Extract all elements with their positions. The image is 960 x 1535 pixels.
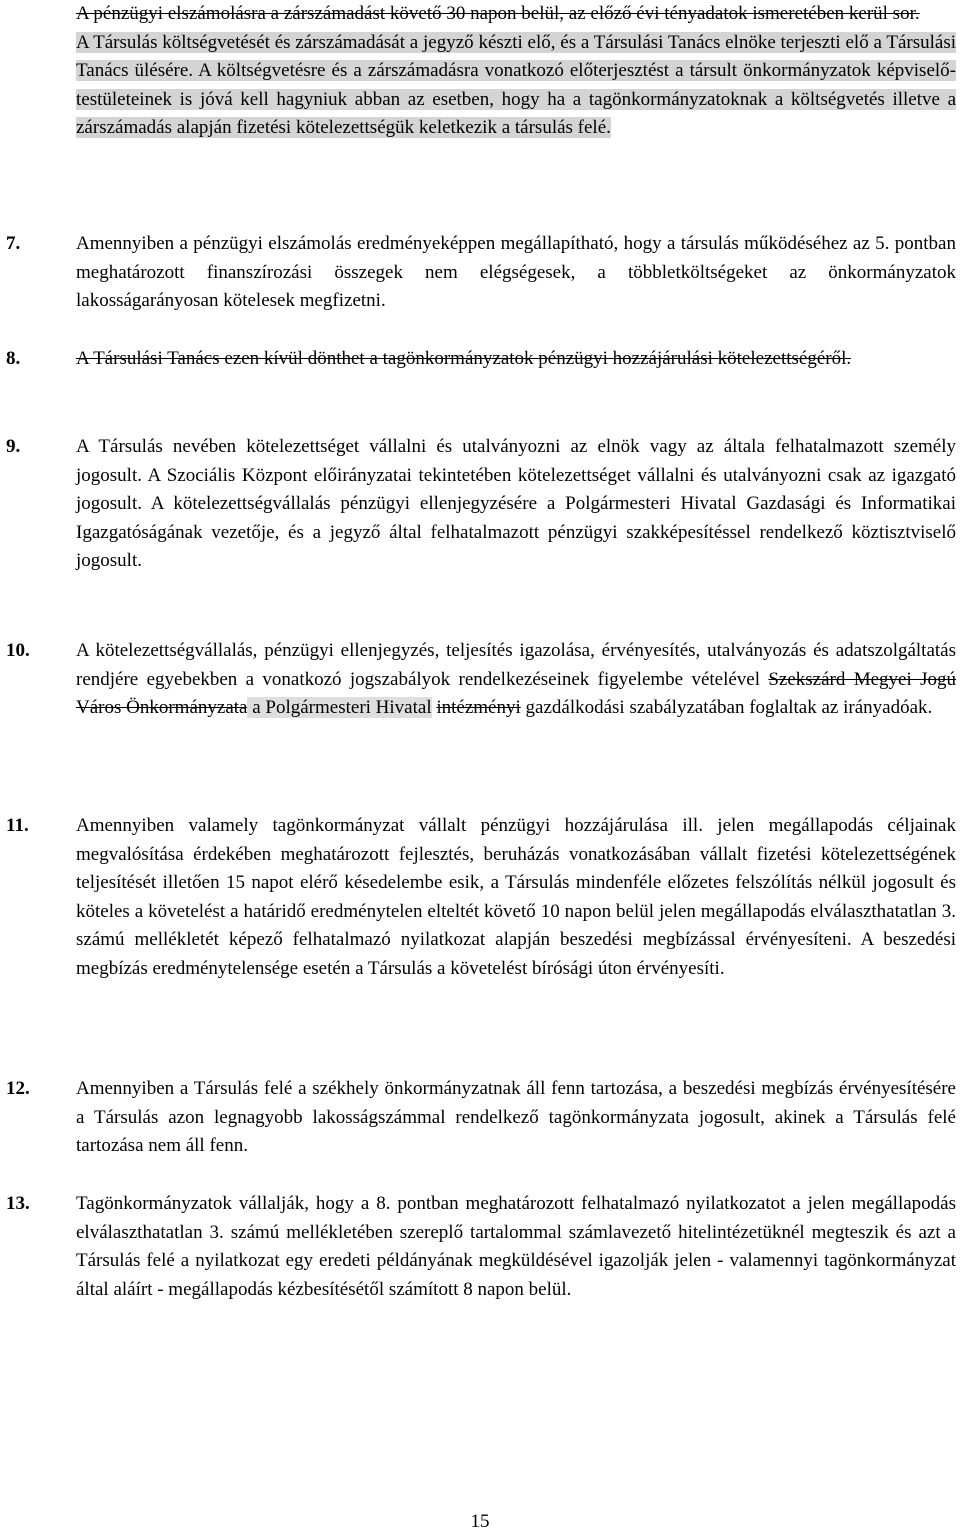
item-text: Amennyiben valamely tagönkormányzat vállalt pénzügyi hozzájárulása ill. jelen megállapodás céljainak megvalósítása érdekében meghatározott fejlesztés, beruházás vonatkozásában vállalt fizetési kötelezettségének teljesítését illetően 15 napot elérő késedelembe esik, a Társulás mindenféle előzetes felszólítás nélkül jogosult és köteles a követelést a határidő eredménytelen elteltét követő 10 napon belül jelen megállapodás elválaszthatatlan 3. számú mellékletét képező felhatalmazó nyilatkozat alapján beszedési megbízással érvényesíteni. A beszedési megbízás eredménytelensége esetén a Társulás a követelést bírósági úton érvényesíti. bbox=[76, 815, 956, 979]
highlighted-sentence: A költségvetésre és a zárszámadásra vonatkozó előterjesztést a társult önkormányzatok képviselő-testületeinek is jóvá kell hagyniuk abban az esetben, hogy ha a tagönkormányzatoknak a költségvetés illetve a zárszámadás alapján fizetési kötelezettségük keletkezik a társulás felé. bbox=[76, 60, 956, 138]
item-number: 11. bbox=[6, 815, 29, 836]
struck-text: Szekszárd Megyei Jogú Város Önkormányzata bbox=[76, 668, 956, 718]
struck-sentence: A pénzügyi elszámolásra a zárszámadást követő 30 napon belül, az előző évi tényadatok ismeretében kerül sor. bbox=[76, 3, 920, 24]
item-text: A Társulás nevében kötelezettséget vállalni és utalványozni az elnök vagy az általa felhatalmazott személy jogosult. A Szociális Központ előirányzatai tekintetében kötelezettséget vállalni és utalványozni csak az igazgató jogosult. A kötelezettségvállalás pénzügyi ellenjegyzésére a Polgármesteri Hivatal Gazdasági és Informatikai Igazgatóságának vezetője, és a jegyző által felhatalmazott pénzügyi szakképesítéssel rendelkező köztisztviselő jogosult. bbox=[76, 436, 956, 571]
item-text: Amennyiben a pénzügyi elszámolás eredményeképpen megállapítható, hogy a társulás működéséhez az 5. pontban meghatározott finanszírozási összegek nem elégségesek, a többletköltségeket az önkormányzatok lakosságarányosan kötelesek megfizetni. bbox=[76, 233, 956, 311]
item-text-part: A kötelezettségvállalás, pénzügyi ellenjegyzés, teljesítés igazolása, érvényesítés, utalványozás és adatszolgáltatás rendjére egyebekben a vonatkozó jogszabályok rendelkezéseinek figyelembe vételével bbox=[76, 640, 956, 690]
item-text-part: gazdálkodási szabályzatában foglaltak az irányadóak. bbox=[520, 697, 933, 718]
item-text: Tagönkormányzatok vállalják, hogy a 8. pontban meghatározott felhatalmazó nyilatkozatot a jelen megállapodás elválaszthatatlan 3. számú mellékletében szereplő tartalommal számlavezető hitelintézetüknél megteszik és azt a Társulás felé a nyilatkozat egy eredeti példányának megküldésével igazolják jelen - valamennyi tagönkormányzat által aláírt - megállapodás kézbesítésétől számított 8 napon belül. bbox=[76, 1193, 956, 1300]
item-number: 12. bbox=[6, 1078, 30, 1099]
continuation-paragraph bbox=[76, 0, 956, 143]
item-number: 9. bbox=[6, 436, 21, 457]
highlighted-sentence: A Társulás költségvetését és zárszámadását a jegyző készti elő, és a Társulási Tanács elnöke terjeszti elő a Társulási Tanács ülésére. bbox=[76, 31, 956, 81]
page-number: 15 bbox=[470, 1511, 490, 1532]
item-text: A Társulási Tanács ezen kívül dönthet a tagönkormányzatok pénzügyi hozzájárulási kötelezettségéről. bbox=[76, 348, 852, 369]
item-number: 8. bbox=[6, 348, 21, 369]
item-number: 7. bbox=[6, 233, 21, 254]
item-number: 10. bbox=[6, 640, 30, 661]
item-number: 13. bbox=[6, 1193, 30, 1214]
struck-text: intézményi bbox=[436, 697, 521, 718]
item-text: Amennyiben a Társulás felé a székhely önkormányzatnak áll fenn tartozása, a beszedési megbízás érvényesítésére a Társulás azon legnagyobb lakosságszámmal rendelkező tagönkormányzata jogosult, akinek a Társulás felé tartozása nem áll fenn. bbox=[76, 1078, 956, 1156]
highlighted-text: a Polgármesteri Hivatal bbox=[247, 697, 432, 718]
item-text bbox=[76, 637, 956, 723]
